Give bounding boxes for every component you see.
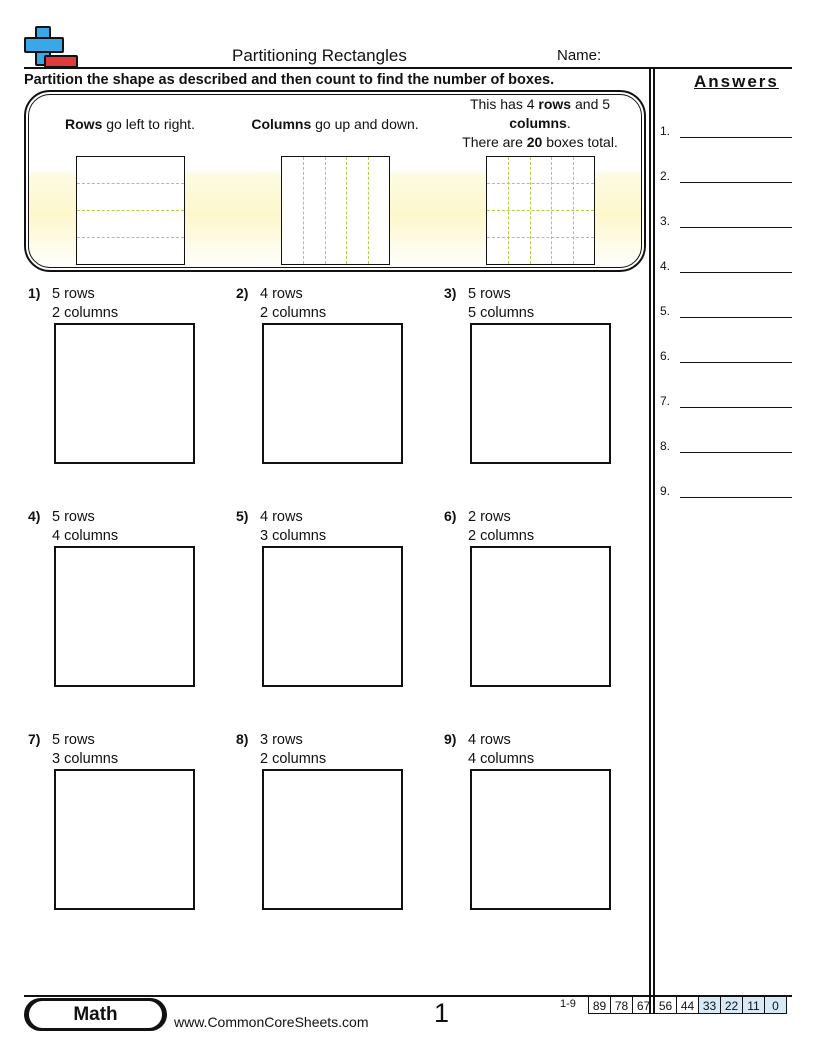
- problem-rectangle[interactable]: [470, 769, 611, 910]
- score-cell: 33: [699, 996, 721, 1014]
- answer-number: 1.: [660, 124, 671, 138]
- subject-label: Math: [29, 1001, 162, 1028]
- answer-number: 3.: [660, 214, 671, 228]
- problem-number: 2): [236, 285, 249, 301]
- website-link[interactable]: www.CommonCoreSheets.com: [174, 1014, 369, 1030]
- page-number: 1: [434, 998, 450, 1028]
- problem-rectangle[interactable]: [262, 323, 403, 464]
- problem-number: 8): [236, 731, 249, 747]
- score-range: 1-9: [560, 998, 576, 1010]
- instructions: Partition the shape as described and then count to find the number of boxes.: [24, 72, 555, 88]
- problem-description: 4 rows 4 columns: [468, 732, 535, 767]
- answer-line-5[interactable]: [660, 304, 792, 324]
- problem-number: 1): [28, 285, 41, 301]
- problem-description: 4 rows 2 columns: [260, 286, 327, 321]
- problem-description: 3 rows 2 columns: [260, 732, 327, 767]
- score-table: [588, 996, 787, 1014]
- answer-line-6[interactable]: [660, 349, 792, 369]
- score-cell: 78: [611, 996, 633, 1014]
- score-cell: 89: [589, 996, 611, 1014]
- answer-number: 4.: [660, 259, 671, 273]
- problem-rectangle[interactable]: [54, 769, 195, 910]
- score-cell: 56: [655, 996, 677, 1014]
- score-cell: 0: [765, 996, 787, 1014]
- problem-number: 9): [444, 731, 457, 747]
- answer-number: 6.: [660, 349, 671, 363]
- score-cell: 44: [677, 996, 699, 1014]
- problem-rectangle[interactable]: [262, 546, 403, 687]
- header-divider: [24, 67, 792, 69]
- name-label: Name:: [557, 47, 602, 64]
- problem-description: 5 rows 3 columns: [52, 732, 119, 767]
- answer-number: 9.: [660, 484, 671, 498]
- example-columns-caption: Columns go up and down.: [251, 116, 419, 132]
- problem-description: 2 rows 2 columns: [468, 509, 535, 544]
- answer-line-1[interactable]: [660, 124, 792, 144]
- answer-line-3[interactable]: [660, 214, 792, 234]
- problem-number: 3): [444, 285, 457, 301]
- answers-title: Answers: [694, 72, 779, 91]
- problem-rectangle[interactable]: [470, 546, 611, 687]
- example-rows-caption: Rows go left to right.: [65, 116, 195, 132]
- example-columns-rectangle: [281, 156, 390, 265]
- problem-rectangle[interactable]: [262, 769, 403, 910]
- problem-number: 6): [444, 508, 457, 524]
- problem-description: 5 rows 4 columns: [52, 509, 119, 544]
- score-cell: 67: [633, 996, 655, 1014]
- problem-rectangle[interactable]: [470, 323, 611, 464]
- score-cell: 22: [721, 996, 743, 1014]
- example-total-caption: This has 4 rows and 5 columns. There are 20 boxes total.: [462, 96, 618, 150]
- problem-rectangle[interactable]: [54, 546, 195, 687]
- answer-column-divider-2: [653, 69, 655, 1013]
- worksheet-title: Partitioning Rectangles: [232, 46, 407, 65]
- example-rows-rectangle: [76, 156, 185, 265]
- problem-description: 5 rows 5 columns: [468, 286, 535, 321]
- problem-description: 5 rows 2 columns: [52, 286, 119, 321]
- answer-line-7[interactable]: [660, 394, 792, 414]
- problem-number: 7): [28, 731, 41, 747]
- score-cell: 11: [743, 996, 765, 1014]
- answer-number: 7.: [660, 394, 671, 408]
- answer-line-2[interactable]: [660, 169, 792, 189]
- answer-number: 5.: [660, 304, 671, 318]
- answer-line-4[interactable]: [660, 259, 792, 279]
- problem-rectangle[interactable]: [54, 323, 195, 464]
- answer-number: 8.: [660, 439, 671, 453]
- problem-number: 4): [28, 508, 41, 524]
- answer-line-8[interactable]: [660, 439, 792, 459]
- problem-description: 4 rows 3 columns: [260, 509, 327, 544]
- answer-line-9[interactable]: [660, 484, 792, 504]
- example-grid-rectangle: [486, 156, 595, 265]
- problem-number: 5): [236, 508, 249, 524]
- answer-number: 2.: [660, 169, 671, 183]
- answer-column-divider: [649, 69, 651, 1013]
